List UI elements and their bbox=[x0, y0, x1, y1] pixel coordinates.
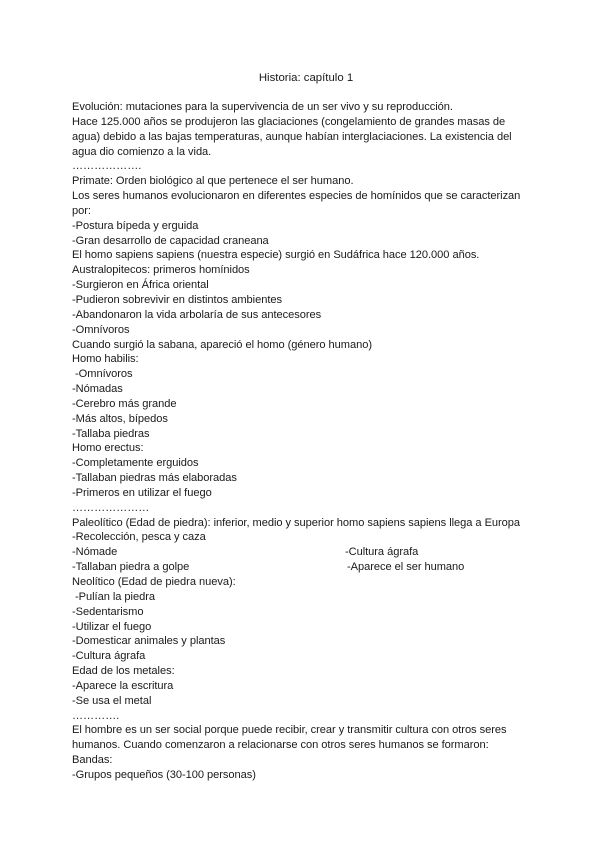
text-line: por: bbox=[72, 204, 91, 217]
list-item: -Cerebro más grande bbox=[72, 397, 177, 410]
two-column-row bbox=[72, 545, 532, 560]
list-item: -Cultura ágrafa bbox=[72, 650, 146, 663]
list-item: -Omnívoros bbox=[72, 323, 130, 336]
list-item: -Domesticar animales y plantas bbox=[72, 635, 226, 648]
section-heading: Neolítico (Edad de piedra nueva): bbox=[72, 576, 236, 588]
list-item: -Postura bípeda y erguida bbox=[72, 219, 199, 232]
list-item: -Tallaba piedras bbox=[72, 427, 150, 440]
section-heading: Edad de los metales: bbox=[72, 665, 175, 678]
text-line: Hace 125.000 años se produjeron las glaciaciones (congelamiento de grandes masas de bbox=[72, 115, 506, 128]
list-item: -Pulían la piedra bbox=[72, 590, 155, 603]
list-item: -Cultura ágrafa bbox=[345, 546, 419, 559]
list-item: -Se usa el metal bbox=[72, 694, 152, 707]
list-item: -Gran desarrollo de capacidad craneana bbox=[72, 234, 269, 247]
list-item: -Utilizar el fuego bbox=[72, 620, 152, 633]
list-item: -Omnívoros bbox=[72, 368, 133, 381]
text-line: Los seres humanos evolucionaron en diferentes especies de homínidos que se caracterizan bbox=[72, 190, 521, 203]
list-item: -Tallaban piedras más elaboradas bbox=[72, 472, 237, 485]
text-line: humanos. Cuando comenzaron a relacionarse con otros seres humanos se formaron: bbox=[72, 739, 489, 752]
section-divider: …………. bbox=[72, 709, 120, 722]
section-divider: ………………… bbox=[72, 501, 150, 514]
list-item: -Más altos, bípedos bbox=[72, 412, 168, 425]
section-heading: Homo habilis: bbox=[72, 353, 139, 366]
list-item: -Nómadas bbox=[72, 383, 123, 396]
text-line: Evolución: mutaciones para la supervivencia de un ser vivo y su reproducción. bbox=[72, 101, 453, 113]
section-heading: Homo erectus: bbox=[72, 442, 144, 455]
list-item: -Aparece el ser humano bbox=[347, 561, 465, 574]
section-heading: Paleolítico (Edad de piedra): inferior, medio y superior homo sapiens sapiens llega a Europa bbox=[72, 516, 521, 529]
text-line: Primate: Orden biológico al que pertenece el ser humano. bbox=[72, 175, 354, 188]
section-heading: Bandas: bbox=[72, 754, 113, 767]
list-item: -Nómade bbox=[72, 546, 118, 559]
document-body bbox=[72, 100, 532, 783]
list-item: -Sedentarismo bbox=[72, 605, 144, 618]
list-item: -Abandonaron la vida arbolaría de sus antecesores bbox=[72, 308, 322, 321]
section-heading: Australopitecos: primeros homínidos bbox=[72, 264, 250, 277]
list-item: -Tallaban piedra a golpe bbox=[72, 561, 190, 574]
list-item: -Surgieron en África oriental bbox=[72, 279, 209, 292]
list-item: -Completamente erguidos bbox=[72, 457, 199, 470]
list-item: -Pudieron sobrevivir en distintos ambientes bbox=[72, 293, 282, 306]
text-line: agua) debido a las bajas temperaturas, aunque habían interglaciaciones. La existencia del bbox=[72, 130, 512, 143]
list-item: -Grupos pequeños (30-100 personas) bbox=[72, 768, 256, 781]
text-line: agua dio comienzo a la vida. bbox=[72, 145, 212, 158]
two-column-row bbox=[72, 560, 532, 575]
list-item: -Recolección, pesca y caza bbox=[72, 531, 206, 544]
page-title: Historia: capítulo 1 bbox=[258, 72, 354, 84]
list-item: -Aparece la escritura bbox=[72, 679, 174, 692]
text-line: El hombre es un ser social porque puede recibir, crear y transmitir cultura con otros seres bbox=[72, 724, 507, 737]
list-item: -Primeros en utilizar el fuego bbox=[72, 486, 212, 499]
text-line: El homo sapiens sapiens (nuestra especie) surgió en Sudáfrica hace 120.000 años. bbox=[72, 249, 480, 262]
section-divider: ………………. bbox=[72, 160, 142, 173]
text-line: Cuando surgió la sabana, apareció el homo (género humano) bbox=[72, 338, 372, 351]
